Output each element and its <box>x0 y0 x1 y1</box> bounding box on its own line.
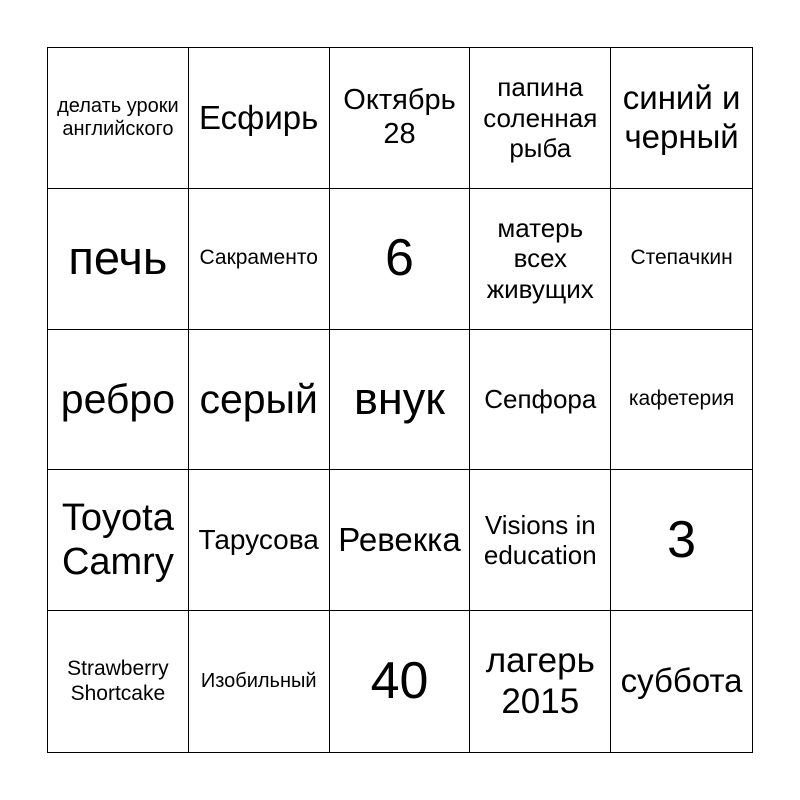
bingo-cell[interactable] <box>611 611 752 752</box>
bingo-cell-text: 6 <box>385 229 414 288</box>
bingo-cell[interactable] <box>48 470 189 611</box>
bingo-cell-text: Степачкин <box>630 246 733 270</box>
bingo-cell-text: Toyota Camry <box>61 496 174 584</box>
bingo-cell-text: лагерь 2015 <box>485 640 595 721</box>
bingo-cell[interactable] <box>330 470 471 611</box>
bingo-cell[interactable] <box>48 611 189 752</box>
bingo-cell[interactable] <box>330 189 471 330</box>
bingo-cell[interactable] <box>611 189 752 330</box>
bingo-cell-text: Visions in education <box>483 509 597 571</box>
bingo-cell-text: Тарусова <box>198 523 319 555</box>
bingo-cell-text: Сепфора <box>484 384 597 415</box>
bingo-cell[interactable] <box>189 330 330 471</box>
bingo-cell-text: суббота <box>620 662 743 700</box>
bingo-cell-text: 40 <box>370 652 429 711</box>
bingo-cell[interactable] <box>189 48 330 189</box>
bingo-card <box>47 47 753 753</box>
bingo-cell[interactable] <box>470 189 611 330</box>
bingo-cell[interactable] <box>330 330 471 471</box>
bingo-cell-text: делать уроки английского <box>57 94 179 140</box>
bingo-cell[interactable] <box>470 470 611 611</box>
bingo-cell[interactable] <box>470 611 611 752</box>
bingo-cell-text: Есфирь <box>199 98 319 136</box>
bingo-cell-text: синий и черный <box>622 79 741 155</box>
bingo-cell-text: Strawberry Shortcake <box>67 657 169 705</box>
bingo-cell-text: Изобильный <box>200 669 317 692</box>
bingo-cell-text: матерь всех живущих <box>486 213 594 304</box>
bingo-cell[interactable] <box>48 330 189 471</box>
bingo-cell-text: печь <box>68 231 168 285</box>
bingo-cell[interactable] <box>611 470 752 611</box>
bingo-cell-text: 3 <box>667 510 697 569</box>
bingo-cell[interactable] <box>470 330 611 471</box>
bingo-cell[interactable] <box>48 189 189 330</box>
bingo-cell[interactable] <box>470 48 611 189</box>
bingo-cell[interactable] <box>611 330 752 471</box>
bingo-cell[interactable] <box>189 611 330 752</box>
bingo-cell[interactable] <box>189 470 330 611</box>
bingo-cell-text: кафетерия <box>628 387 735 411</box>
bingo-cell-text: ребро <box>60 375 176 422</box>
bingo-cell-text: серый <box>199 375 318 422</box>
bingo-cell-text: Ревекка <box>338 520 461 558</box>
bingo-cell[interactable] <box>330 611 471 752</box>
bingo-cell-text: Сакраменто <box>199 246 318 270</box>
bingo-cell[interactable] <box>330 48 471 189</box>
bingo-cell-text: внук <box>354 373 445 425</box>
bingo-cell[interactable] <box>48 48 189 189</box>
bingo-cell[interactable] <box>189 189 330 330</box>
bingo-cell-text: папина соленная рыба <box>483 72 598 164</box>
bingo-cell-text: Октябрь 28 <box>343 83 456 150</box>
bingo-cell[interactable] <box>611 48 752 189</box>
